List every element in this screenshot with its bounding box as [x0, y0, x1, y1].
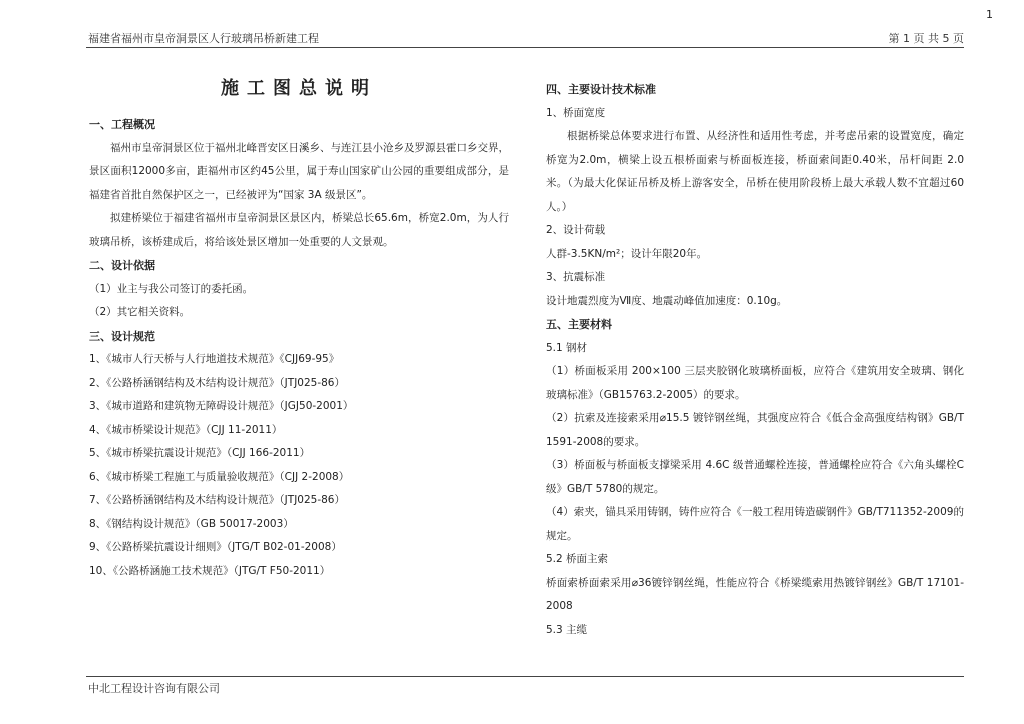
section-heading: 三、设计规范: [89, 329, 155, 343]
list-item: 8、《钢结构设计规范》（GB 50017-2003）: [89, 517, 294, 530]
subheading: 5.1 钢材: [546, 341, 588, 354]
document-header: [88, 30, 964, 46]
section-heading: 五、主要材料: [546, 318, 612, 331]
paragraph: （1）桥面板采用 200×100 三层夹胶钢化玻璃桥面板，应符合《建筑用安全玻璃、钢化玻璃标准》（GB15763.2-2005）的要求。: [546, 365, 964, 401]
subheading: 5.3 主缆: [546, 623, 588, 636]
paragraph: 设计地震烈度为Ⅶ度、地震动峰值加速度：0.10g。: [546, 294, 788, 307]
subheading: 3、抗震标准: [546, 271, 606, 283]
paragraph: 福州市皇帝洞景区位于福州北峰晋安区日溪乡、与连江县小沧乡及罗源县霍口乡交界，景区面积12000多亩，距福州市区约45公里，属于寿山国家矿山公园的重要组成部分，是福建省首批自然保护区之一，已经被评为“国家 3A 级景区”。: [89, 141, 509, 201]
paragraph: 拟建桥梁位于福建省福州市皇帝洞景区景区内，桥梁总长65.6m，桥宽2.0m，为人行玻璃吊桥，该桥建成后，将给该处景区增加一处重要的人文景观。: [89, 212, 509, 248]
subheading: 5.2 桥面主索: [546, 553, 609, 565]
list-item: 4、《城市桥梁设计规范》（CJJ 11-2011）: [89, 423, 283, 436]
list-item: （2）其它相关资料。: [89, 306, 191, 318]
paragraph: 桥面索桥面索采用⌀36镀锌钢丝绳，性能应符合《桥梁缆索用热镀锌钢丝》GB/T 17101-2008: [546, 576, 964, 612]
paragraph: （3）桥面板与桥面板支撑梁采用 4.6C 级普通螺栓连接，普通螺栓应符合《六角头螺栓C级》GB/T 5780的规定。: [546, 459, 964, 495]
company-name: 中北工程设计咨询有限公司: [88, 682, 220, 695]
page-info: 第 1 页 共 5 页: [888, 32, 964, 45]
list-item: 3、《城市道路和建筑物无障碍设计规范》（JGJ50-2001）: [89, 400, 354, 412]
paragraph: 人群-3.5KN/m²；设计年限20年。: [546, 247, 708, 260]
paragraph: （2）抗索及连接索采用⌀15.5 镀锌钢丝绳，其强度应符合《低合金高强度结构钢》GB/T 1591-2008的要求。: [546, 412, 964, 448]
project-title: 福建省福州市皇帝洞景区人行玻璃吊桥新建工程: [88, 32, 319, 45]
section-heading: 四、主要设计技术标准: [546, 83, 656, 96]
list-item: 7、《公路桥涵钢结构及木结构设计规范》（JTJ025-86）: [89, 494, 345, 506]
list-item: 1、《城市人行天桥与人行地道技术规范》《CJJ69-95》: [89, 353, 340, 365]
right-column: [546, 78, 964, 642]
list-item: 10、《公路桥涵施工技术规范》（JTG/T F50-2011）: [89, 564, 331, 577]
page-title: 施工图总说明: [221, 78, 377, 99]
footer-divider: [86, 676, 964, 677]
page-number: 1: [986, 8, 993, 21]
paragraph: （4）索夹，锚具采用铸钢，铸件应符合《一般工程用铸造碳钢件》GB/T711352-2009的规定。: [546, 506, 964, 542]
list-item: 5、《城市桥梁抗震设计规范》（CJJ 166-2011）: [89, 447, 311, 459]
subheading: 1、桥面宽度: [546, 106, 606, 119]
section-heading: 一、工程概况: [89, 118, 155, 131]
paragraph: 根据桥梁总体要求进行布置、从经济性和适用性考虑，并考虑吊索的设置宽度，确定桥宽为2.0m，横梁上设五根桥面索与桥面板连接，桥面索间距0.40米，吊杆间距 2.0 米。（为最大化保证吊桥及桥上游客安全，吊桥在使用阶段桥上最大承载人数不宜超过60人。）: [546, 130, 964, 213]
list-item: 9、《公路桥梁抗震设计细则》（JTG/T B02-01-2008）: [89, 541, 342, 553]
list-item: 6、《城市桥梁工程施工与质量验收规范》（CJJ 2-2008）: [89, 470, 350, 483]
section-heading: 二、设计依据: [89, 259, 155, 272]
list-item: （1）业主与我公司签订的委托函。: [89, 282, 254, 295]
list-item: 2、《公路桥涵钢结构及木结构设计规范》（JTJ025-86）: [89, 376, 345, 389]
left-column: [89, 78, 509, 583]
subheading: 2、设计荷载: [546, 224, 606, 236]
header-divider: [86, 47, 964, 48]
